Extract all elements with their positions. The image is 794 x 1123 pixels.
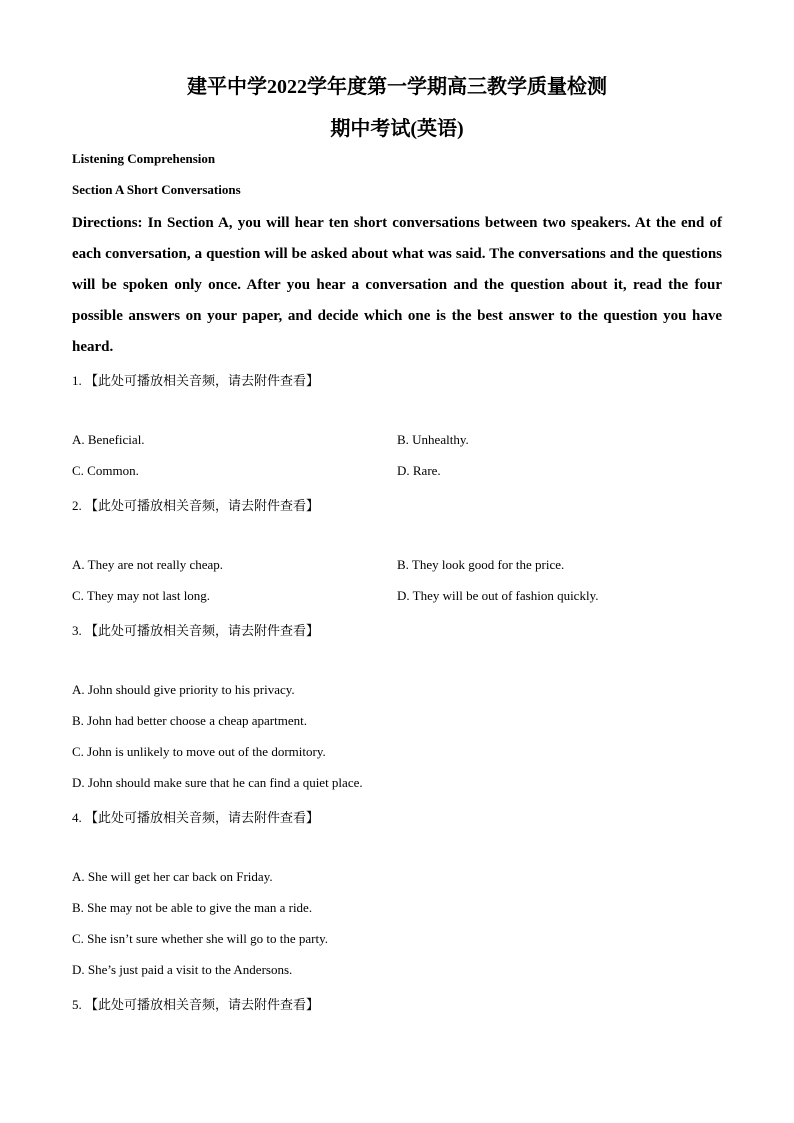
option-2d: D. They will be out of fashion quickly. [397, 588, 599, 603]
audio-prompt: 【此处可播放相关音频，请去附件查看】 [85, 623, 320, 638]
question-number: 3. [72, 623, 82, 638]
directions: Directions: In Section A, you will hear ten short conversations between two speakers. At the end of each conversation, a question will be asked about what was said. The conversations and the questions will be spoken only once. After you hear a conversation and the question about it, read the four possible answers on your paper, and decide which one is the best answer to the question you have heard. [72, 215, 722, 355]
audio-prompt: 【此处可播放相关音频，请去附件查看】 [85, 373, 320, 388]
question-number: 2. [72, 498, 82, 513]
option-2a: A. They are not really cheap. [72, 557, 223, 572]
option-4a: A. She will get her car back on Friday. [72, 869, 273, 884]
option-3b: B. John had better choose a cheap apartment. [72, 713, 307, 728]
option-1d: D. Rare. [397, 463, 441, 478]
option-2b: B. They look good for the price. [397, 557, 565, 572]
option-1c: C. Common. [72, 463, 139, 478]
option-4b: B. She may not be able to give the man a ride. [72, 900, 313, 915]
question-4 [72, 807, 319, 826]
question-3 [72, 620, 319, 639]
question-number: 4. [72, 810, 82, 825]
option-3a: A. John should give priority to his privacy. [72, 682, 295, 697]
option-1a: A. Beneficial. [72, 432, 145, 447]
audio-prompt: 【此处可播放相关音频，请去附件查看】 [85, 498, 320, 513]
question-5 [72, 994, 319, 1013]
option-3d: D. John should make sure that he can find a quiet place. [72, 775, 363, 790]
exam-title: 建平中学2022学年度第一学期高三教学质量检测 [187, 76, 607, 98]
part-heading: Listening Comprehension [72, 151, 216, 166]
question-1 [72, 370, 319, 389]
option-4c: C. She isn’t sure whether she will go to the party. [72, 931, 328, 946]
option-4d: D. She’s just paid a visit to the Andersons. [72, 962, 293, 977]
audio-prompt: 【此处可播放相关音频，请去附件查看】 [85, 810, 320, 825]
question-number: 5. [72, 997, 82, 1012]
question-number: 1. [72, 373, 82, 388]
question-2 [72, 495, 319, 514]
audio-prompt: 【此处可播放相关音频，请去附件查看】 [85, 997, 320, 1012]
exam-subtitle: 期中考试(英语) [330, 118, 464, 140]
option-3c: C. John is unlikely to move out of the dormitory. [72, 744, 326, 759]
option-1b: B. Unhealthy. [397, 432, 469, 447]
section-heading: Section A Short Conversations [72, 182, 241, 197]
option-2c: C. They may not last long. [72, 588, 211, 603]
